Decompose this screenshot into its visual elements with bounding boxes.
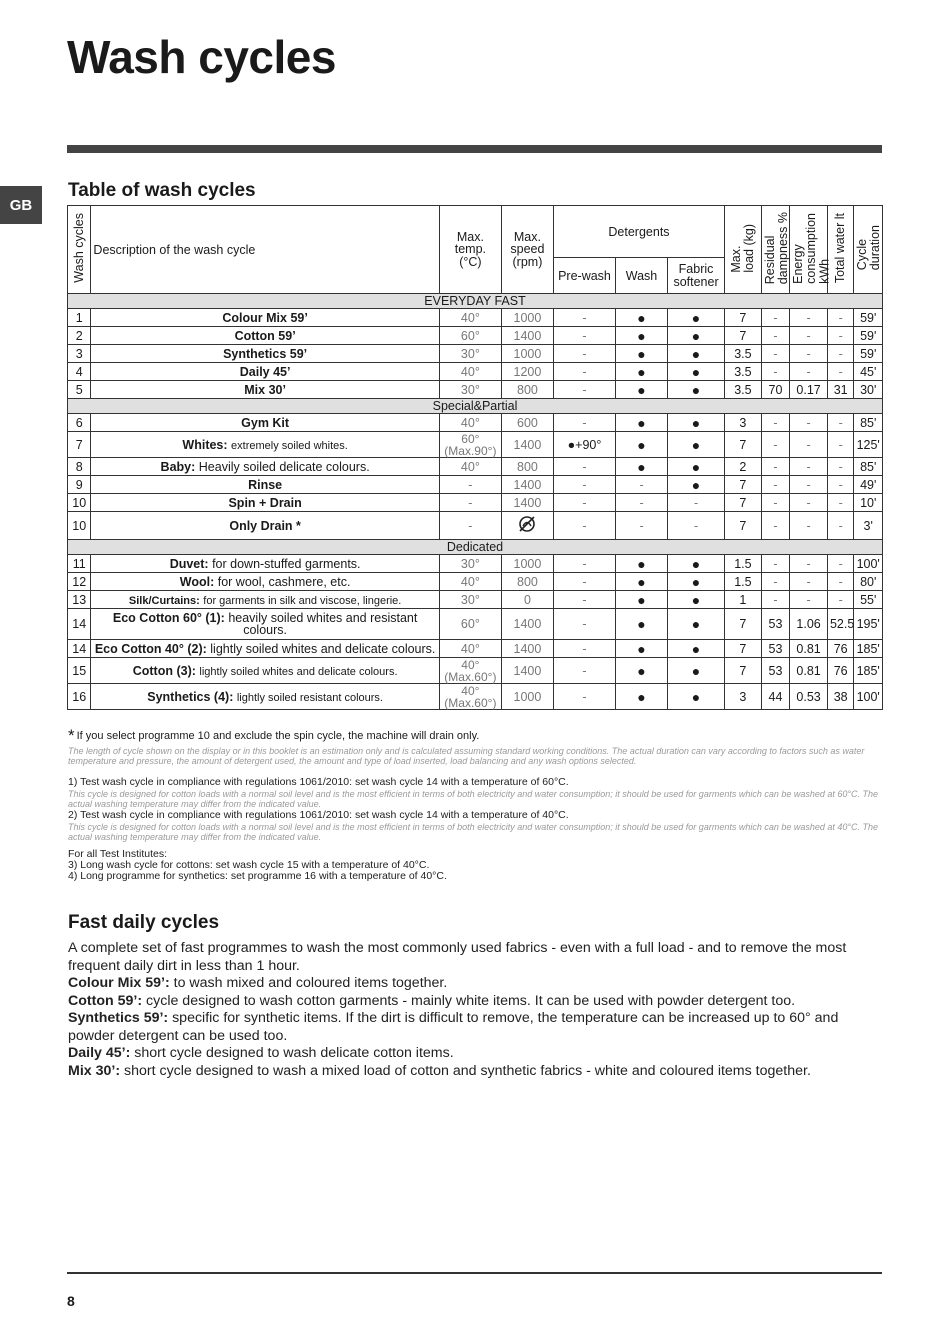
table-row: 3 Synthetics 59’ 30° 1000 - ● ● 3.5 - - - 59' — [68, 345, 883, 363]
fast-daily-intro: A complete set of fast programmes to wash the most commonly used fabrics - even with a full load - and to remove the most frequent daily dirt in less than 1 hour. — [68, 940, 847, 974]
table-row: 10 Spin + Drain - 1400 - - - 7 - - - 10' — [68, 494, 883, 512]
test-note-4: 4) Long programme for synthetics: set programme 16 with a temperature of 40°C. — [68, 870, 447, 882]
fast-daily-item: Colour Mix 59’: to wash mixed and coloured items together. — [68, 975, 448, 991]
fast-daily-item: Daily 45’: short cycle designed to wash delicate cotton items. — [68, 1045, 454, 1061]
table-row: 16 Synthetics (4): lightly soiled resistant colours. 40° (Max.60°) 1000 - ● ● 3 44 0.53 38 100' — [68, 684, 883, 710]
group-dedicated: Dedicated — [68, 540, 883, 555]
fast-daily-item: Synthetics 59’: specific for synthetic items. If the dirt is difficult to remove, the temperature can be increased up to 60° and powder detergent can be used too. — [68, 1010, 839, 1044]
table-row: 12 Wool: for wool, cashmere, etc. 40° 800 - ● ● 1.5 - - - 80' — [68, 573, 883, 591]
fast-daily-item: Mix 30’: short cycle designed to wash a mixed load of cotton and synthetic fabrics - white and coloured items together. — [68, 1062, 811, 1079]
fast-daily-title: Fast daily cycles — [68, 912, 220, 933]
fast-daily-item: Cotton 59’: cycle designed to wash cotton garments - mainly white items. It can be used with powder detergent too. — [68, 992, 796, 1009]
page-number: 8 — [67, 1293, 75, 1309]
table-row: 5 Mix 30’ 30° 800 - ● ● 3.5 70 0.17 31 30' — [68, 381, 883, 399]
header-detergents: Detergents — [553, 206, 724, 258]
table-row: 13 Silk/Curtains: for garments in silk and viscose, lingerie. 30° 0 - ● ● 1 - - - 55' — [68, 591, 883, 609]
test-note-1-detail: This cycle is designed for cotton loads with a normal soil level and is the most efficient in terms of both electricity and water consumption; it should be used for garments which can be washed at 60°C. The actual washing temperature may differ from the indicated value. — [68, 789, 879, 810]
table-row: 11 Duvet: for down-stuffed garments. 30° 1000 - ● ● 1.5 - - - 100' — [68, 555, 883, 573]
duration-disclaimer: The length of cycle shown on the display or in this booklet is an estimation only and is calculated assuming standard working conditions. The actual duration can vary according to factors such as water temperature and pressure, the amount of detergent used, the amount and type of load inserted, load balancing and any wash options selected. — [68, 746, 865, 767]
title-rule — [67, 145, 882, 153]
header-max-temp: Max. temp. (°C) — [439, 206, 501, 294]
table-row: 6 Gym Kit 40° 600 - ● ● 3 - - - 85' — [68, 414, 883, 432]
header-prewash: Pre-wash — [553, 258, 615, 294]
header-cycle-duration: Cycle duration — [854, 206, 883, 294]
header-wash: Wash — [616, 258, 668, 294]
header-wash-cycles: Wash cycles — [68, 206, 91, 294]
test-note-1: 1) Test wash cycle in compliance with regulations 1061/2010: set wash cycle 14 with a temperature of 60°C. — [68, 776, 569, 788]
header-fabric-softener: Fabric softener — [668, 258, 725, 294]
group-everyday-fast: EVERYDAY FAST — [68, 294, 883, 309]
table-row: 10 Only Drain * - - - - 7 - - - 3' — [68, 512, 883, 540]
header-description: Description of the wash cycle — [91, 206, 439, 294]
header-residual-dampness: Residual dampness % — [761, 206, 790, 294]
header-energy: Energy consumption kWh — [790, 206, 828, 294]
test-note-2: 2) Test wash cycle in compliance with regulations 1061/2010: set wash cycle 14 with a temperature of 40°C. — [68, 809, 569, 821]
footer-rule — [67, 1272, 882, 1274]
header-max-speed: Max. speed (rpm) — [501, 206, 553, 294]
header-max-load: Max. load (kg) — [725, 206, 762, 294]
header-total-water: Total water lt — [827, 206, 853, 294]
no-spin-icon — [501, 512, 553, 540]
table-row: 7 Whites: extremely soiled whites. 60° (Max.90°) 1400 ●+90° ● ● 7 - - - 125' — [68, 432, 883, 458]
group-special-partial: Special&Partial — [68, 399, 883, 414]
wash-cycles-table — [67, 205, 883, 710]
fast-daily-body — [68, 940, 884, 1080]
page-title: Wash cycles — [67, 31, 336, 83]
test-note-2-detail: This cycle is designed for cotton loads with a normal soil level and is the most efficient in terms of both electricity and water consumption; it should be used for garments which can be washed at 40°C. The actual washing temperature may differ from the indicated value. — [68, 822, 879, 843]
table-row: 9 Rinse - 1400 - - ● 7 - - - 49' — [68, 476, 883, 494]
table-row: 8 Baby: Heavily soiled delicate colours. 40° 800 - ● ● 2 - - - 85' — [68, 458, 883, 476]
test-institutes-label: For all Test Institutes: — [68, 848, 168, 860]
table-row: 14 Eco Cotton 60° (1): heavily soiled whites and resistant colours. 60° 1400 - ● ● 7 53 1.06 52.5 195' — [68, 609, 883, 640]
section-title: Table of wash cycles — [68, 180, 256, 201]
table-row: 4 Daily 45’ 40° 1200 - ● ● 3.5 - - - 45' — [68, 363, 883, 381]
table-row: 14 Eco Cotton 40° (2): lightly soiled whites and delicate colours. 40° 1400 - ● ● 7 53 0.81 76 185' — [68, 640, 883, 658]
language-tab: GB — [0, 186, 42, 224]
star-footnote: * If you select programme 10 and exclude the spin cycle, the machine will drain only. — [68, 726, 480, 745]
table-row: 2 Cotton 59’ 60° 1400 - ● ● 7 - - - 59' — [68, 327, 883, 345]
table-row: 1 Colour Mix 59’ 40° 1000 - ● ● 7 - - - 59' — [68, 309, 883, 327]
table-row: 15 Cotton (3): lightly soiled whites and delicate colours. 40° (Max.60°) 1400 - ● ● 7 53 0.81 76 185' — [68, 658, 883, 684]
test-note-3: 3) Long wash cycle for cottons: set wash cycle 15 with a temperature of 40°C. — [68, 859, 430, 871]
